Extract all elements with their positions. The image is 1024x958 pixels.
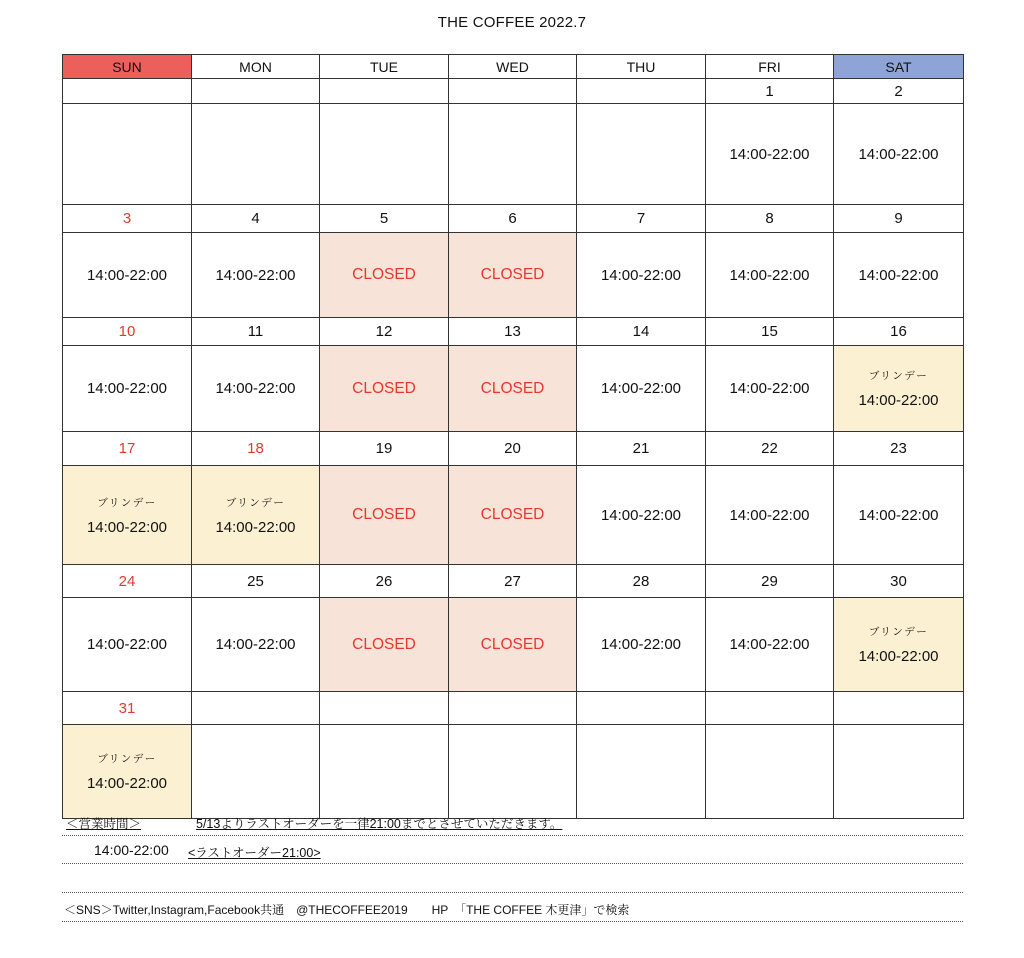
event-cell [63, 725, 192, 819]
weekday-fri: FRI [706, 55, 834, 79]
event-name: ブリンデー [225, 496, 286, 509]
calendar-title: THE COFFEE 2022.7 [437, 14, 587, 31]
open-cell: 14:00-22:00 [577, 346, 706, 432]
hours-text: 14:00-22:00 [86, 775, 168, 792]
day-number [449, 692, 577, 725]
day-number [320, 79, 449, 104]
day-number: 5 [320, 205, 449, 233]
open-cell: 14:00-22:00 [63, 233, 192, 318]
event-cell [63, 466, 192, 565]
day-number: 17 [63, 432, 192, 466]
divider [62, 921, 963, 922]
open-cell: 14:00-22:00 [706, 598, 834, 692]
hours-row [63, 233, 964, 318]
day-number: 18 [192, 432, 320, 466]
hours-text: 14:00-22:00 [86, 518, 168, 536]
day-number [449, 79, 577, 104]
open-cell: 14:00-22:00 [577, 233, 706, 318]
closed-cell: CLOSED [449, 466, 577, 565]
closed-cell: CLOSED [320, 346, 449, 432]
date-row [63, 79, 964, 104]
weekday-header-row [63, 55, 964, 79]
hours-text: 14:00-22:00 [858, 648, 939, 665]
day-number: 13 [449, 318, 577, 346]
date-row [63, 318, 964, 346]
day-number: 16 [834, 318, 964, 346]
event-cell [192, 466, 320, 565]
day-number: 23 [834, 432, 964, 466]
hours-value: 14:00-22:00 [94, 842, 169, 858]
empty-cell [192, 725, 320, 819]
last-order-notice: 5/13よりラストオーダーを一律21:00までとさせていただきます。 [196, 817, 563, 831]
day-number [706, 692, 834, 725]
empty-cell [834, 725, 964, 819]
weekday-sun: SUN [63, 55, 192, 79]
open-cell: 14:00-22:00 [192, 346, 320, 432]
day-number: 3 [63, 205, 192, 233]
hours-row [63, 466, 964, 565]
hours-row [63, 104, 964, 205]
empty-cell [449, 725, 577, 819]
open-cell: 14:00-22:00 [834, 233, 964, 318]
date-row [63, 432, 964, 466]
day-number: 2 [834, 79, 964, 104]
date-row [63, 692, 964, 725]
open-cell: 14:00-22:00 [706, 466, 834, 565]
empty-cell [192, 104, 320, 205]
closed-cell: CLOSED [449, 346, 577, 432]
hours-label: ＜営業時間＞ [66, 817, 142, 831]
event-name: ブリンデー [868, 370, 929, 382]
day-number [577, 79, 706, 104]
day-number: 1 [706, 79, 834, 104]
calendar-table [62, 54, 964, 819]
event-name: ブリンデー [868, 626, 929, 638]
day-number: 4 [192, 205, 320, 233]
day-number: 21 [577, 432, 706, 466]
closed-cell: CLOSED [449, 233, 577, 318]
day-number: 8 [706, 205, 834, 233]
date-row [63, 205, 964, 233]
event-name: ブリンデー [97, 753, 157, 765]
event-cell [834, 346, 964, 432]
day-number [834, 692, 964, 725]
day-number: 10 [63, 318, 192, 346]
day-number [320, 692, 449, 725]
day-number: 6 [449, 205, 577, 233]
hours-text: 14:00-22:00 [215, 518, 296, 536]
event-name: ブリンデー [97, 496, 157, 509]
day-number [577, 692, 706, 725]
day-number: 24 [63, 565, 192, 598]
day-number: 20 [449, 432, 577, 466]
empty-cell [706, 725, 834, 819]
open-cell: 14:00-22:00 [577, 598, 706, 692]
open-cell: 14:00-22:00 [192, 233, 320, 318]
day-number: 30 [834, 565, 964, 598]
hours-row [63, 346, 964, 432]
day-number: 19 [320, 432, 449, 466]
weekday-wed: WED [449, 55, 577, 79]
day-number: 12 [320, 318, 449, 346]
empty-cell [63, 104, 192, 205]
divider [62, 835, 963, 836]
divider [62, 892, 963, 893]
open-cell: 14:00-22:00 [706, 346, 834, 432]
event-cell [834, 598, 964, 692]
closed-cell: CLOSED [449, 598, 577, 692]
open-cell: 14:00-22:00 [577, 466, 706, 565]
day-number [192, 692, 320, 725]
open-cell: 14:00-22:00 [834, 466, 964, 565]
day-number: 7 [577, 205, 706, 233]
open-cell: 14:00-22:00 [63, 598, 192, 692]
day-number: 27 [449, 565, 577, 598]
date-row [63, 565, 964, 598]
open-cell: 14:00-22:00 [706, 104, 834, 205]
day-number: 25 [192, 565, 320, 598]
empty-cell [449, 104, 577, 205]
day-number: 15 [706, 318, 834, 346]
empty-cell [320, 104, 449, 205]
hours-row [63, 598, 964, 692]
weekday-mon: MON [192, 55, 320, 79]
hours-text: 14:00-22:00 [858, 392, 939, 409]
day-number: 9 [834, 205, 964, 233]
day-number: 26 [320, 565, 449, 598]
open-cell: 14:00-22:00 [63, 346, 192, 432]
day-number: 11 [192, 318, 320, 346]
divider [62, 863, 963, 864]
weekday-thu: THU [577, 55, 706, 79]
open-cell: 14:00-22:00 [192, 598, 320, 692]
day-number [192, 79, 320, 104]
weekday-sat: SAT [834, 55, 964, 79]
day-number: 31 [63, 692, 192, 725]
sns-info: ＜SNS＞Twitter,Instagram,Facebook共通 @THECOFFEE2019 HP 「THE COFFEE 木更津」で検索 [64, 903, 630, 917]
weekday-tue: TUE [320, 55, 449, 79]
open-cell: 14:00-22:00 [706, 233, 834, 318]
empty-cell [577, 725, 706, 819]
day-number: 28 [577, 565, 706, 598]
day-number: 14 [577, 318, 706, 346]
last-order-time: <ラストオーダー21:00> [188, 846, 321, 860]
closed-cell: CLOSED [320, 466, 449, 565]
hours-row [63, 725, 964, 819]
day-number: 22 [706, 432, 834, 466]
closed-cell: CLOSED [320, 233, 449, 318]
closed-cell: CLOSED [320, 598, 449, 692]
empty-cell [320, 725, 449, 819]
empty-cell [577, 104, 706, 205]
open-cell: 14:00-22:00 [834, 104, 964, 205]
day-number [63, 79, 192, 104]
day-number: 29 [706, 565, 834, 598]
